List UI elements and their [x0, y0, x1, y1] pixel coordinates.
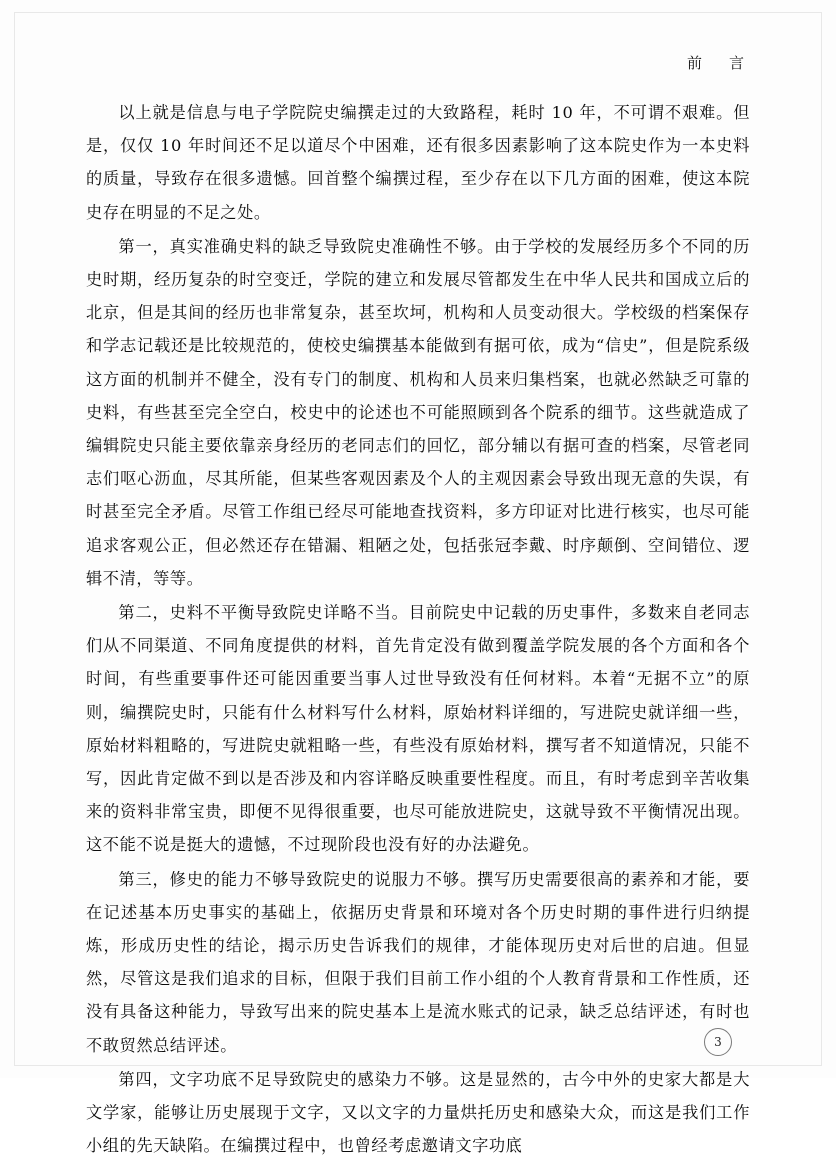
paragraph: 第一，真实准确史料的缺乏导致院史准确性不够。由于学校的发展经历多个不同的历史时期，经历复杂的时空变迁，学院的建立和发展尽管都发生在中华人民共和国成立后的北京，但是其间的经历也非常复杂，甚至坎坷，机构和人员变动很大。学校级的档案保存和学志记载还是比较规范的，使校史编撰基本能做到有据可依，成为“信史”，但是院系级这方面的机制并不健全，没有专门的制度、机构和人员来归集档案，也就必然缺乏可靠的史料，有些甚至完全空白，校史中的论述也不可能照顾到各个院系的细节。这些就造成了编辑院史只能主要依靠亲身经历的老同志们的回忆，部分辅以有据可查的档案，尽管老同志们呕心沥血，尽其所能，但某些客观因素及个人的主观因素会导致出现无意的失误，有时甚至完全矛盾。尽管工作组已经尽可能地查找资料，多方印证对比进行核实，也尽可能追求客观公正，但必然还存在错漏、粗陋之处，包括张冠李戴、时序颠倒、空间错位、逻辑不清，等等。: [86, 236, 750, 588]
paragraph: 以上就是信息与电子学院院史编撰走过的大致路程，耗时 10 年，不可谓不艰难。但是，仅仅 10 年时间还不足以道尽个中困难，还有很多因素影响了这本院史作为一本史料的质量，导致存在很多遗憾。回首整个编撰过程，至少存在以下几方面的困难，使这本院史存在明显的不足之处。: [86, 103, 750, 222]
paragraph: 第三，修史的能力不够导致院史的说服力不够。撰写历史需要很高的素养和才能，要在记述基本历史事实的基础上，依据历史背景和环境对各个历史时期的事件进行归纳提炼，形成历史性的结论，揭示历史告诉我们的规律，才能体现历史对后世的启迪。但显然，尽管这是我们追求的目标，但限于我们目前工作小组的个人教育背景和工作性质，还没有具备这种能力，导致写出来的院史基本上是流水账式的记录，缺乏总结评述，有时也不敢贸然总结评述。: [86, 869, 750, 1055]
page-body: [86, 96, 750, 1164]
paragraph: 第二，史料不平衡导致院史详略不当。目前院史中记载的历史事件，多数来自老同志们从不同渠道、不同角度提供的材料，首先肯定没有做到覆盖学院发展的各个方面和各个时间，有些重要事件还可能因重要当事人过世导致没有任何材料。本着“无据不立”的原则，编撰院史时，只能有什么材料写什么材料，原始材料详细的，写进院史就详细一些，原始材料粗略的，写进院史就粗略一些，有些没有原始材料，撰写者不知道情况，只能不写，因此肯定做不到以是否涉及和内容详略反映重要性程度。而且，有时考虑到辛苦收集来的资料非常宝贵，即便不见得很重要，也尽可能放进院史，这就导致不平衡情况出现。这不能不说是挺大的遗憾，不过现阶段也没有好的办法避免。: [86, 603, 750, 855]
paragraph: 第四，文字功底不足导致院史的感染力不够。这是显然的，古今中外的史家大都是大文学家，能够让历史展现于文字，又以文字的力量烘托历史和感染大众，而这是我们工作小组的先天缺陷。在编撰过程中，也曾经考虑邀请文字功底: [86, 1069, 750, 1156]
page-header-title: 前 言: [686, 54, 750, 72]
page-number-badge: 3: [704, 1028, 732, 1056]
